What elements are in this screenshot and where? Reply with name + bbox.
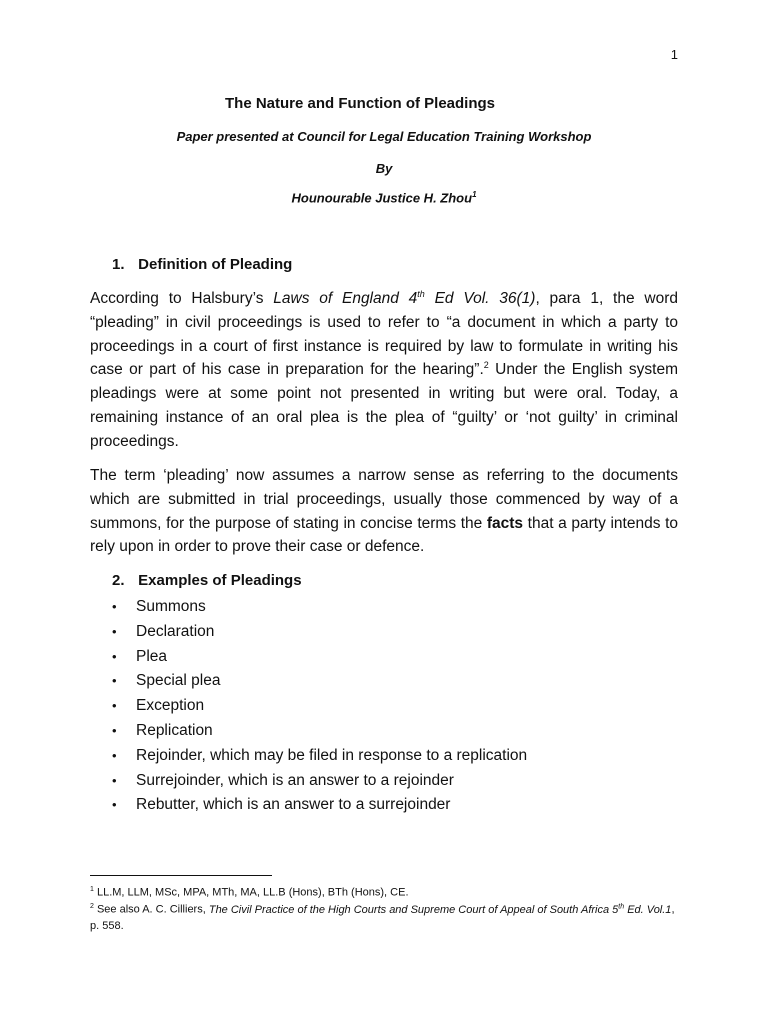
list-item bbox=[112, 669, 527, 694]
bullet-icon: • bbox=[112, 772, 117, 788]
bullet-icon: • bbox=[112, 698, 117, 714]
author-name: Hounourable Justice H. Zhou bbox=[291, 190, 473, 206]
citation-title bbox=[273, 290, 535, 307]
list-item-text: Exception bbox=[136, 697, 205, 715]
list-item-text: Plea bbox=[136, 647, 168, 665]
byline-label: By bbox=[375, 161, 393, 176]
list-item-text: Surrejoinder, which is an answer to a rejoinder bbox=[136, 771, 454, 789]
bullet-icon: • bbox=[112, 623, 117, 639]
citation-text: Ed Vol. 36(1) bbox=[424, 290, 536, 307]
section-heading-examples bbox=[112, 572, 302, 589]
list-item-text: Summons bbox=[136, 598, 206, 615]
list-item-text: Rebutter, which is an answer to a surrejoinder bbox=[136, 796, 451, 814]
author-footnote-ref: 1 bbox=[472, 190, 477, 199]
footnote-text: LL.M, LLM, MSc, MPA, MTh, MA, LL.B (Hons), BTh (Hons), CE. bbox=[93, 886, 409, 899]
citation-text: Laws of England 4 bbox=[273, 290, 418, 307]
footnote-citation bbox=[209, 904, 672, 916]
list-item-text: Rejoinder, which may be filed in response to a replication bbox=[136, 746, 528, 764]
list-item bbox=[112, 769, 527, 794]
document-title: The Nature and Function of Pleadings bbox=[225, 95, 496, 112]
list-item bbox=[112, 595, 527, 620]
footnote-ref: 2 bbox=[483, 360, 489, 371]
section-heading-definition bbox=[112, 256, 292, 273]
list-item bbox=[112, 793, 527, 818]
section-title: Examples of Pleadings bbox=[138, 572, 302, 589]
footnote-1 bbox=[90, 882, 678, 901]
page-number: 1 bbox=[670, 47, 678, 62]
citation-text: The Civil Practice of the High Courts and Supreme Court of Appeal of South Africa 5 bbox=[208, 903, 619, 916]
list-item bbox=[112, 719, 527, 744]
footnote-text: , p. 558. bbox=[90, 903, 675, 932]
para-text: Under the English system pleadings were at some point not presented in writing but were oral. Today, a remaining instance of an oral plea is the plea of “guilty’ or ‘not guilty’ in criminal proceedings. bbox=[90, 361, 678, 450]
pleadings-list bbox=[112, 595, 527, 818]
list-item-text: Declaration bbox=[136, 622, 215, 640]
list-item-text: Special plea bbox=[136, 672, 221, 690]
para-text: The term ‘pleading’ now assumes a narrow sense as referring to the documents which are submitted in trial proceedings, usually those commenced by way of a summons, for the purpose of stating in concise terms the bbox=[90, 467, 678, 532]
list-item bbox=[112, 645, 527, 670]
para-text: that a party intends to rely upon in order to prove their case or defence. bbox=[90, 514, 678, 556]
bullet-icon: • bbox=[112, 747, 117, 763]
footnote-separator bbox=[90, 875, 272, 876]
document-subtitle: Paper presented at Council for Legal Education Training Workshop bbox=[176, 129, 592, 144]
list-item bbox=[112, 620, 527, 645]
footnote-text: See also A. C. Cilliers, bbox=[93, 903, 209, 916]
bullet-icon: • bbox=[112, 722, 117, 738]
superscript: th bbox=[417, 288, 425, 299]
footnote-2 bbox=[90, 899, 678, 934]
paragraph-definition bbox=[90, 287, 678, 454]
section-number: 2. bbox=[112, 572, 125, 589]
footnote-mark: 2 bbox=[90, 903, 94, 910]
list-item bbox=[112, 744, 527, 769]
bullet-icon: • bbox=[112, 648, 117, 664]
citation-text: Ed. Vol.1 bbox=[624, 903, 672, 916]
section-title: Definition of Pleading bbox=[138, 256, 293, 273]
paragraph-narrow-sense bbox=[90, 464, 678, 559]
list-item-text: Replication bbox=[136, 721, 213, 739]
bullet-icon: • bbox=[112, 599, 117, 614]
section-number: 1. bbox=[112, 256, 125, 273]
bullet-icon: • bbox=[112, 797, 117, 813]
bullet-icon: • bbox=[112, 673, 117, 689]
list-item bbox=[112, 694, 527, 719]
superscript: th bbox=[618, 903, 625, 910]
footnote-mark: 1 bbox=[90, 886, 94, 893]
author-line bbox=[0, 190, 768, 205]
para-text: According to Halsbury’s bbox=[90, 290, 274, 307]
emphasis-facts: facts bbox=[486, 514, 524, 532]
para-text: , para 1, the word “pleading” in civil proceedings is used to refer to “a document in which a party to proceedings in a court of first instance is required by law to formulate in writing his case or part of his case in preparation for the hearing”. bbox=[90, 290, 678, 379]
